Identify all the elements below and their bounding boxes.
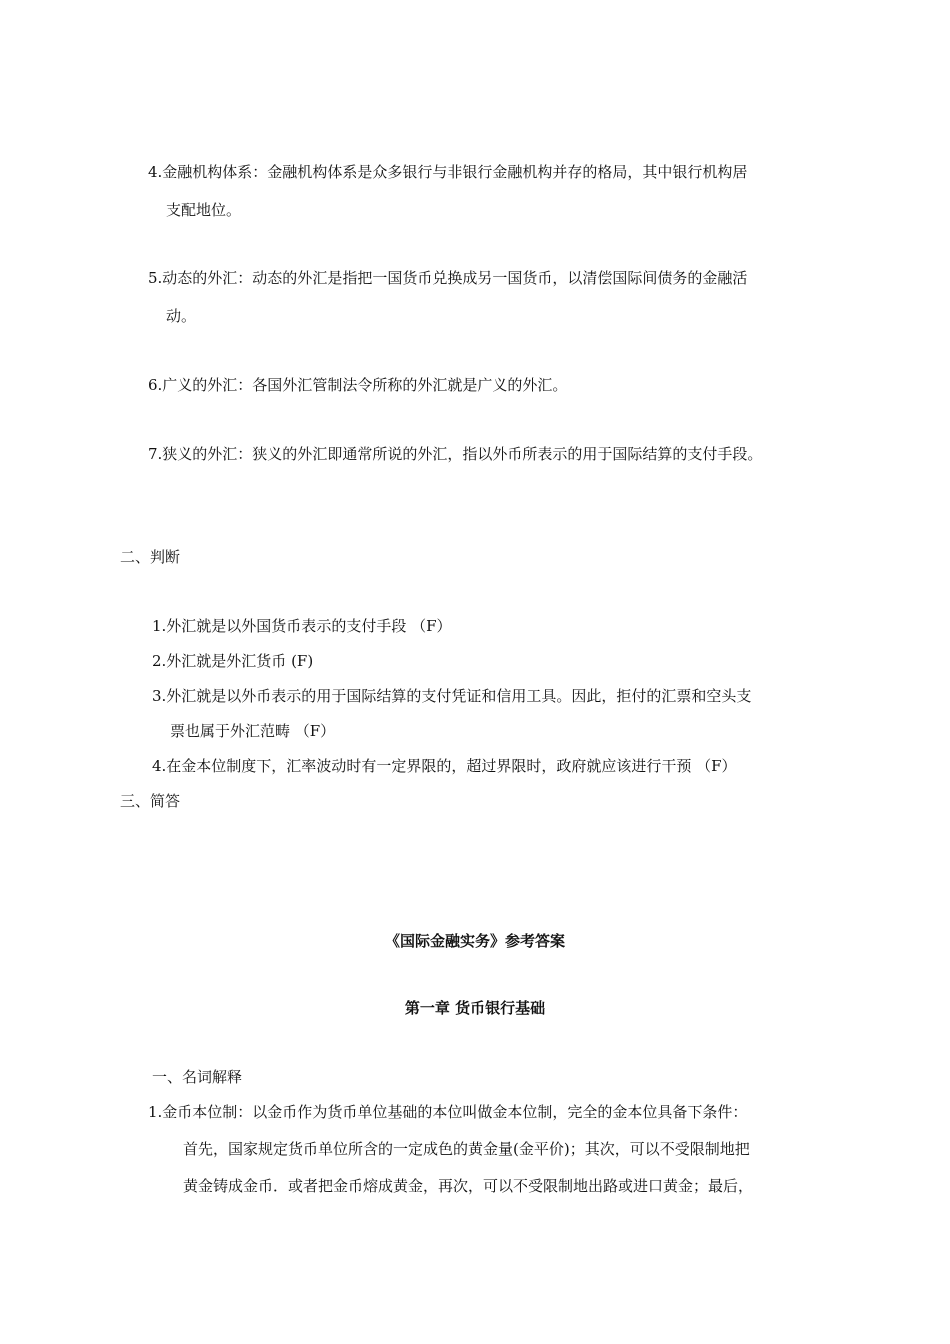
definition-7: 7.狭义的外汇：狭义的外汇即通常所说的外汇，指以外币所表示的用于国际结算的支付手段。 [148,445,763,463]
glossary-item-1-line-3: 黄金铸成金币．或者把金币熔成黄金，再次，可以不受限制地出路或进口黄金；最后， [183,1177,754,1195]
glossary-heading: 一、名词解释 [152,1068,243,1086]
judgment-item-1: 1.外汇就是以外国货币表示的支付手段 （F） [152,617,452,635]
judgment-heading: 二、判断 [120,548,181,566]
judgment-item-3-line-1: 3.外汇就是以外币表示的用于国际结算的支付凭证和信用工具。因此，拒付的汇票和空头支 [152,687,752,705]
glossary-item-1-line-2: 首先，国家规定货币单位所含的一定成色的黄金量(金平价)；其次，可以不受限制地把 [183,1140,750,1158]
judgment-item-2: 2.外汇就是外汇货币 (F) [152,652,314,670]
answer-key-title: 《国际金融实务》参考答案 [384,932,565,950]
short-answer-heading: 三、简答 [120,792,181,810]
judgment-item-4: 4.在金本位制度下，汇率波动时有一定界限的，超过界限时，政府就应该进行干预 （F） [152,757,737,775]
definition-5-line-2: 动。 [166,307,197,325]
definition-4-line-1: 4.金融机构体系：金融机构体系是众多银行与非银行金融机构并存的格局，其中银行机构居 [148,163,748,181]
definition-4-line-2: 支配地位。 [166,201,242,219]
definition-5-line-1: 5.动态的外汇：动态的外汇是指把一国货币兑换成另一国货币，以清偿国际间债务的金融活 [148,269,748,287]
glossary-item-1-line-1: 1.金币本位制：以金币作为货币单位基础的本位叫做金本位制，完全的金本位具备下条件： [148,1103,748,1121]
chapter-heading: 第一章 货币银行基础 [404,999,546,1017]
judgment-item-3-line-2: 票也属于外汇范畴 （F） [170,722,336,740]
definition-6: 6.广义的外汇：各国外汇管制法令所称的外汇就是广义的外汇。 [148,376,568,394]
